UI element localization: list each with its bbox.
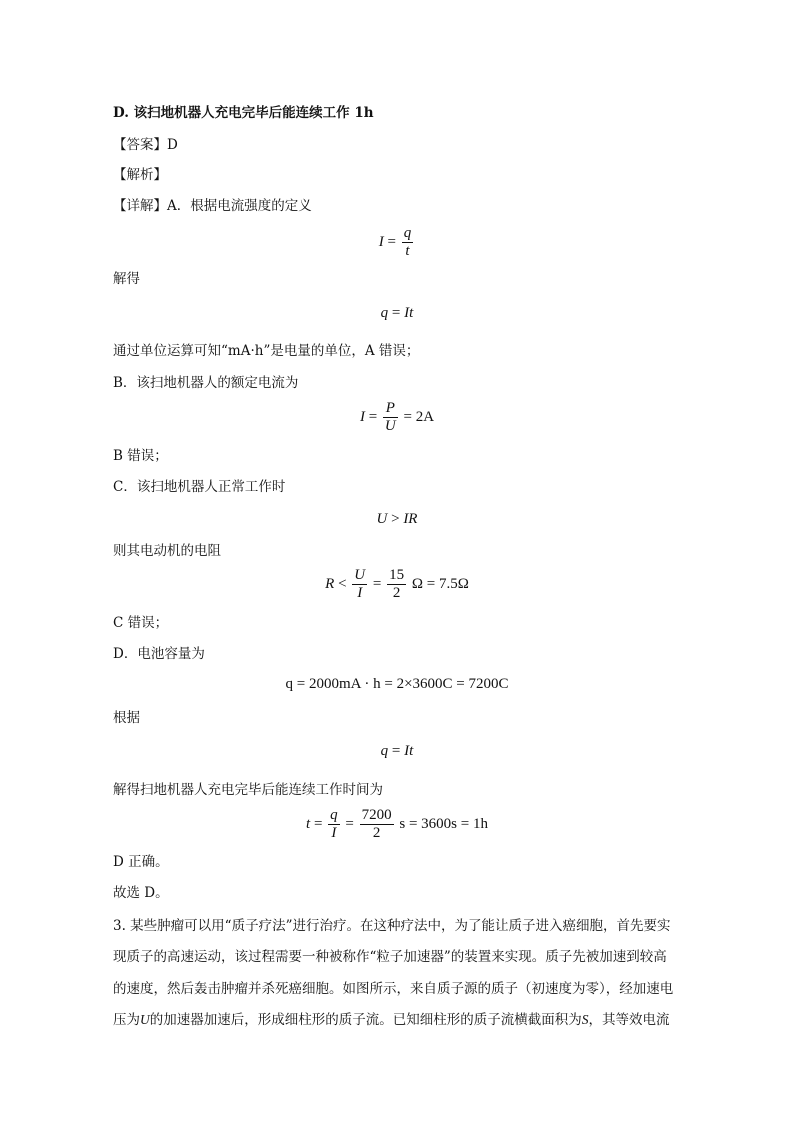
b-wrong-text: B 错误； xyxy=(113,448,168,464)
unit-calc-text: 通过单位运算可知“mA·h”是电量的单位，A 错误； xyxy=(113,343,420,359)
equation-battery-capacity: q = 2000mA · h = 2×3600C = 7200C xyxy=(285,676,509,692)
option-d-text: D. 该扫地机器人充电完毕后能连续工作 1h xyxy=(113,105,374,121)
genju-text: 根据 xyxy=(113,710,140,726)
d-intro-text: D．电池容量为 xyxy=(113,646,205,662)
voltage-symbol: U xyxy=(140,1012,150,1027)
analysis-label: 【解析】 xyxy=(113,167,167,183)
jiede-text: 解得 xyxy=(113,271,140,287)
c-intro-text: C．该扫地机器人正常工作时 xyxy=(113,479,286,495)
b-intro-text: B．该扫地机器人的额定电流为 xyxy=(113,375,299,391)
choose-text: 故选 D。 xyxy=(113,885,169,901)
c-wrong-text: C 错误； xyxy=(113,615,169,631)
question-3-line-1: 3. 某些肿瘤可以用“质子疗法”进行治疗。在这种疗法中，为了能让质子进入癌细胞，首先要实 xyxy=(113,918,671,934)
d-right-text: D 正确。 xyxy=(113,854,169,870)
equation-resistance: R < $\frac{U}{I}$ = $\frac{15}{2}$ Ω = 7.5Ω xyxy=(325,567,469,601)
c-resist-text: 则其电动机的电阻 xyxy=(113,543,221,559)
d-time-text: 解得扫地机器人充电完毕后能连续工作时间为 xyxy=(113,782,383,798)
answer-label: 【答案】D xyxy=(113,137,178,153)
question-3-line-3: 的速度，然后轰击肿瘤并杀死癌细胞。如图所示，来自质子源的质子（初速度为零），经加速电 xyxy=(113,981,674,997)
equation-rated-current: I = $\frac{P}{U}$ = 2A xyxy=(359,400,435,434)
detail-a-text: 【详解】A．根据电流强度的定义 xyxy=(113,198,312,214)
equation-charge-2: q = It xyxy=(380,743,414,759)
area-symbol: S xyxy=(581,1012,589,1027)
equation-current-definition: I = $\frac{q}{t}$ xyxy=(378,225,412,259)
equation-charge: q = It xyxy=(380,305,414,321)
question-3-line-2: 现质子的高速运动，该过程需要一种被称作“粒子加速器”的装置来实现。质子先被加速到较高 xyxy=(113,949,667,965)
equation-inequality: U > IR xyxy=(376,511,418,527)
equation-working-time: t = $\frac{q}{I}$ = $\frac{7200}{2}$ s = 3600s = 1h xyxy=(306,807,488,841)
question-3-line-4: 压为U的加速器加速后，形成细柱形的质子流。已知细柱形的质子流横截面积为S，其等效电流 xyxy=(113,1012,670,1028)
